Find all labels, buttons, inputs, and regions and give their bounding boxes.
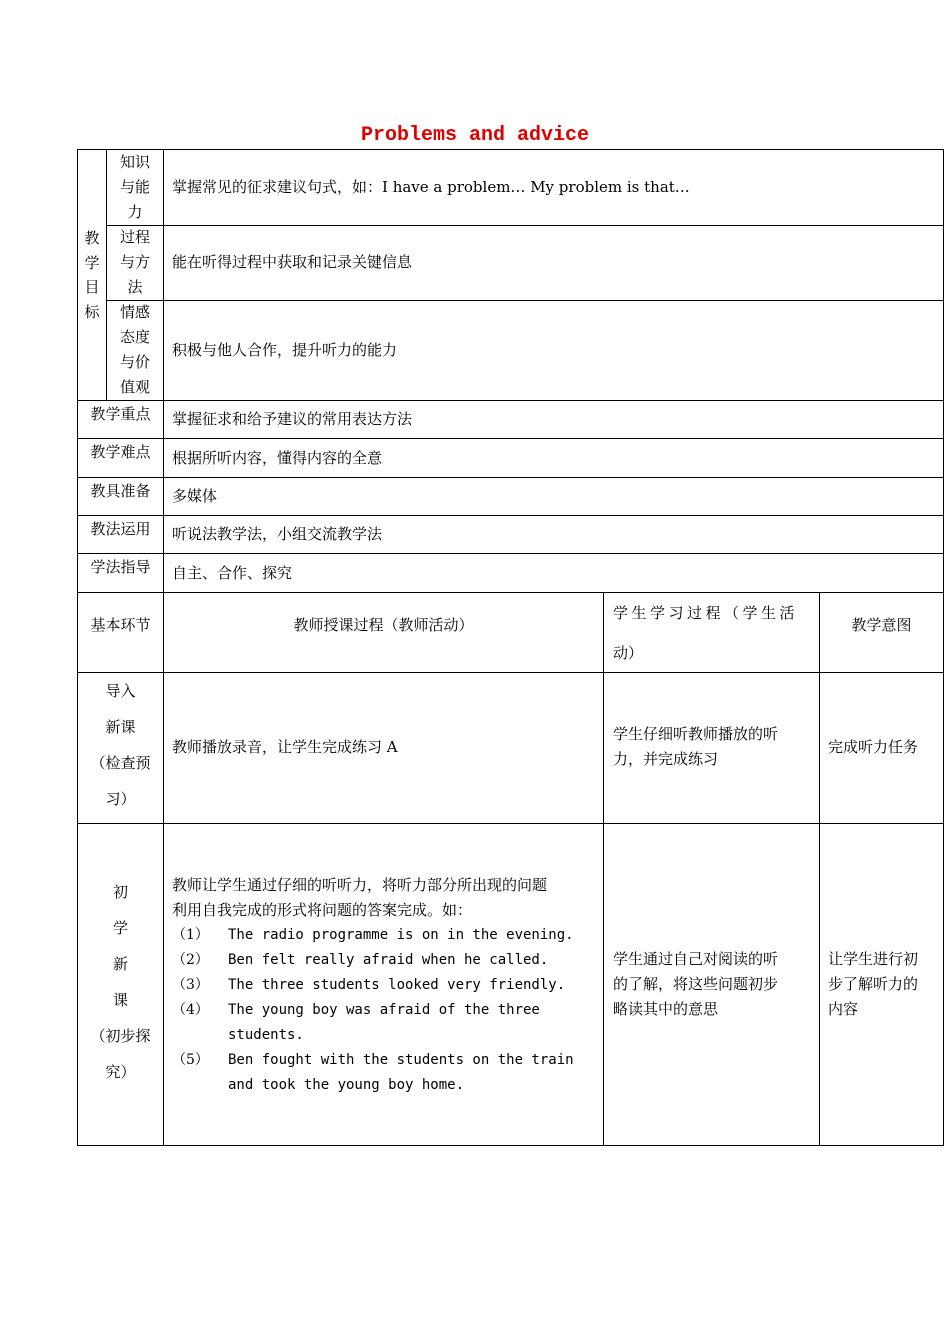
info-content-difficulty: 根据所听内容，懂得内容的全意 [172,449,383,467]
info-content-guidance: 自主、合作、探究 [172,564,293,582]
table-border [77,149,944,150]
stage-new-lesson: 初 学 新 课 （初步探 究） [90,883,151,1081]
info-content-key-point: 掌握征求和给予建议的常用表达方法 [172,410,413,428]
stage-lead-in: 导入 新课 （检查预 习） [90,682,151,808]
student-activity-lead-in: 学生仔细听教师播放的听 力，并完成练习 [613,725,779,768]
info-label-guidance: 学法指导 [90,558,151,576]
objective-content-process: 能在听得过程中获取和记录关键信息 [172,253,413,271]
table-border [77,400,944,401]
info-label-difficulty: 教学难点 [90,443,151,461]
question-item: （1） The radio programme is on in the evening. [172,927,574,943]
teacher-activity-new-lesson [172,873,600,1098]
objective-content-emotion: 积极与他人合作，提升听力的能力 [172,341,398,359]
question-item: （4） The young boy was afraid of the three students. [172,1002,540,1043]
table-border [77,515,944,516]
table-border [77,1145,944,1146]
table-border [77,553,944,554]
table-border [77,477,944,478]
table-border [819,592,820,1146]
info-label-key-point: 教学重点 [90,405,151,423]
intent-new-lesson: 让学生进行初 步了解听力的 内容 [828,950,919,1018]
objective-label-knowledge: 知识 与能 力 [119,153,150,221]
header-teacher: 教师授课过程（教师活动） [293,616,474,634]
objective-label-emotion: 情感 态度 与价 值观 [119,303,150,396]
table-border [943,149,944,1146]
table-border [77,823,944,824]
objective-content-knowledge: 掌握常见的征求建议句式，如：I have a problem… My problem is that… [172,178,690,196]
teacher-intro-line: 教师让学生通过仔细的听听力，将听力部分所出现的问题 [172,876,548,894]
table-border [106,300,944,301]
header-student: 学生学习过程（学生活 动） [613,604,799,662]
objective-label-process: 过程 与方 法 [119,228,150,296]
table-border [77,592,944,593]
teacher-activity-lead-in: 教师播放录音，让学生完成练习 A [172,738,398,756]
table-border [77,438,944,439]
table-border [106,225,944,226]
teacher-intro-line: 利用自我完成的形式将问题的答案完成。如： [172,901,473,919]
question-item: （2） Ben felt really afraid when he called. [172,952,549,968]
question-item: （3） The three students looked very friendly. [172,977,566,993]
intent-lead-in: 完成听力任务 [828,738,919,756]
table-border [603,592,604,1146]
table-border [163,149,164,1146]
question-item: （5） Ben fought with the students on the train and took the young boy home. [172,1052,574,1093]
info-label-method: 教法运用 [90,520,151,538]
table-border [77,672,944,673]
info-content-materials: 多媒体 [172,487,218,505]
objectives-group-label: 教 学 目 标 [84,229,100,321]
document-title: Problems and advice [360,124,590,147]
info-label-materials: 教具准备 [90,482,151,500]
header-stage: 基本环节 [90,616,151,634]
student-activity-new-lesson: 学生通过自己对阅读的听 的了解，将这些问题初步 略读其中的意思 [613,950,779,1018]
header-intent: 教学意图 [851,616,912,634]
info-content-method: 听说法教学法，小组交流教学法 [172,525,383,543]
